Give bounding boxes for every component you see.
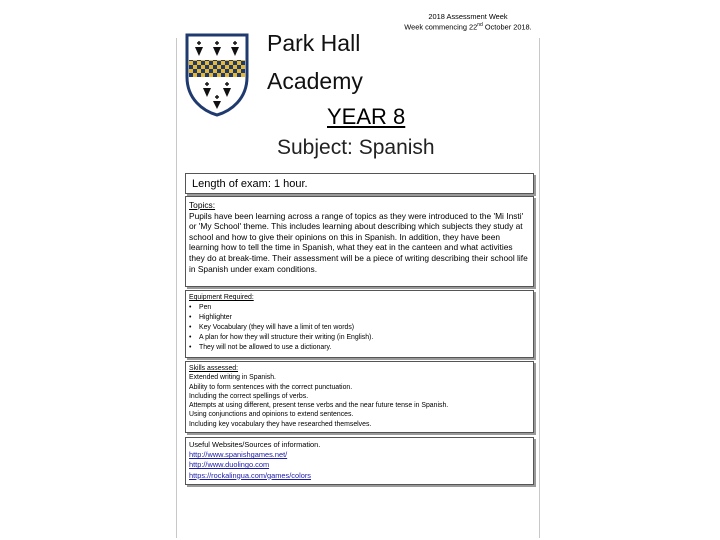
websites-heading: Useful Websites/Sources of information. [189, 440, 321, 449]
skills-line: Using conjunctions and opinions to extend sentences. [189, 411, 354, 419]
equipment-item: • Key Vocabulary (they will have a limit of ten words) [189, 323, 530, 333]
equipment-item: • Highlighter [189, 313, 530, 323]
website-link-duolingo[interactable]: http://www.duolingo.com [189, 460, 270, 470]
websites-box [185, 437, 534, 485]
year-heading: YEAR 8 [327, 104, 406, 129]
equipment-item: • A plan for how they will structure their writing (in English). [189, 333, 530, 343]
equipment-heading: Equipment Required: [189, 294, 254, 301]
skills-line: Including the correct spellings of verbs. [189, 392, 309, 400]
school-name-line2: Academy [267, 68, 363, 94]
skills-line: Extended writing in Spanish. [189, 374, 276, 382]
skills-box [185, 361, 534, 433]
skills-heading: Skills assessed: [189, 365, 239, 372]
website-link-rockalingua[interactable]: https://rockalingua.com/games/colors [189, 470, 311, 480]
subject-heading: Subject: Spanish [277, 136, 435, 159]
week-commencing-line: Week commencing 22nd October 2018. [404, 22, 532, 32]
equipment-list [189, 303, 530, 353]
equipment-item: • Pen [189, 303, 530, 313]
website-link-spanishgames[interactable]: http://www.spanishgames.net/ [189, 450, 288, 460]
skills-line: Ability to form sentences with the correct punctuation. [189, 383, 353, 391]
exam-length-box [185, 173, 534, 194]
assessment-line: 2018 Assessment Week [428, 12, 508, 21]
skills-line: Including key vocabulary they have researched themselves. [189, 420, 372, 428]
topics-box [185, 196, 534, 287]
skills-line: Attempts at using different, present tense verbs and the near future tense in Spanish. [189, 402, 449, 410]
equipment-item: • They will not be allowed to use a dictionary. [189, 343, 530, 353]
equipment-box [185, 290, 534, 358]
exam-length-text: Length of exam: 1 hour. [192, 178, 308, 190]
topics-heading: Topics: [189, 200, 216, 210]
assessment-week-note [398, 12, 538, 31]
topics-body: Pupils have been learning across a range of topics as they were introduced to the 'Mi Insti' or 'My School' theme. This includes learning about describing which subjects they study at school and how to give their opinions on this in Spanish. In addition, they have been learning how to tell the time in Spanish, what they eat in the canteen and what activities they do at break-time. Their assessment will be a piece of writing describing their school life in Spanish under exam conditions. [189, 210, 528, 274]
school-name-line1: Park Hall [267, 30, 361, 56]
school-crest-icon [185, 33, 249, 117]
